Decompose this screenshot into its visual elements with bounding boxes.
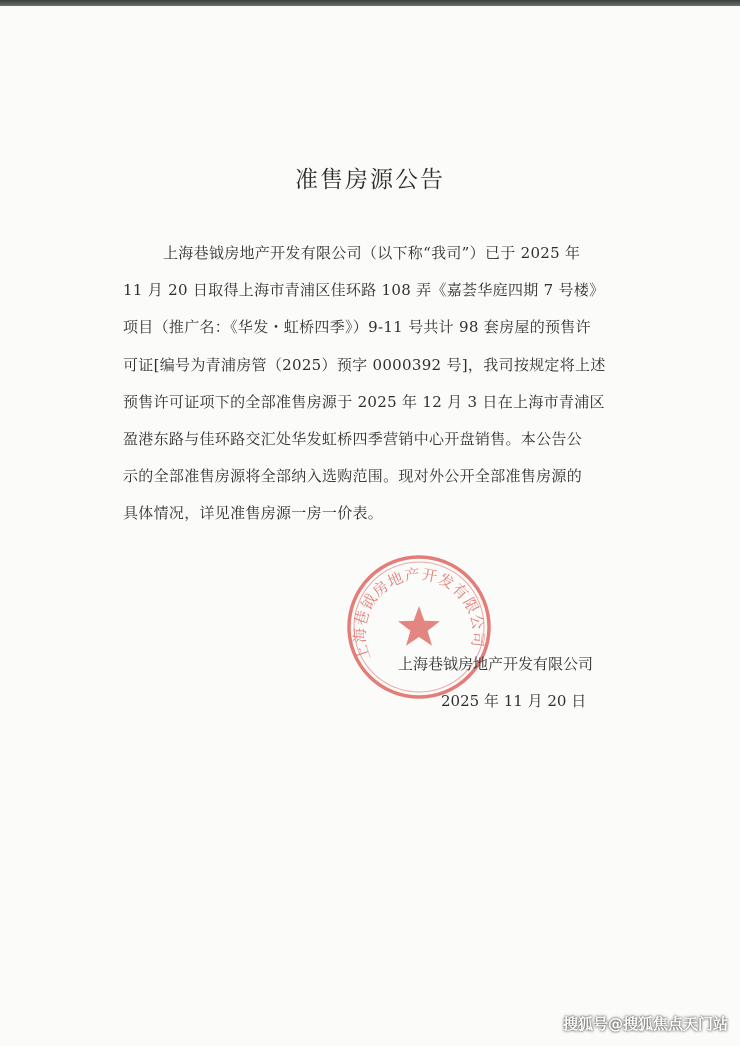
signature-date: 2025 年 11 月 20 日 xyxy=(441,692,587,710)
paragraph-line-3: 项目（推广名：《华发・虹桥四季》）9-11 号共计 98 套房屋的预售许 xyxy=(123,318,591,336)
notice-title: 准售房源公告 xyxy=(295,167,445,193)
paragraph-line-1: 上海巷钺房地产开发有限公司（以下称“我司”）已于 2025 年 xyxy=(163,244,581,262)
seal-text: 上海巷钺房地产开发有限公司 xyxy=(350,565,488,663)
signature-company: 上海巷钺房地产开发有限公司 xyxy=(398,655,594,673)
paragraph-line-8: 具体情况，详见准售房源一房一价表。 xyxy=(123,504,384,522)
paragraph-line-2: 11 月 20 日取得上海市青浦区佳环路 108 弄《嘉荟华庭四期 7 号楼》 xyxy=(123,281,605,299)
company-seal-stamp xyxy=(346,554,492,700)
paragraph-line-4: 可证[编号为青浦房管（2025）预字 0000392 号]，我司按规定将上述 xyxy=(123,356,606,374)
paragraph-line-6: 盈港东路与佳环路交汇处华发虹桥四季营销中心开盘销售。本公告公 xyxy=(123,430,583,448)
paragraph-line-7: 示的全部准售房源将全部纳入选购范围。现对外公开全部准售房源的 xyxy=(123,467,583,485)
source-watermark: 搜狐号@搜狐焦点天门站 xyxy=(562,1015,728,1033)
paragraph-line-5: 预售许可证项下的全部准售房源于 2025 年 12 月 3 日在上海市青浦区 xyxy=(123,393,605,411)
document-page xyxy=(0,6,740,1046)
